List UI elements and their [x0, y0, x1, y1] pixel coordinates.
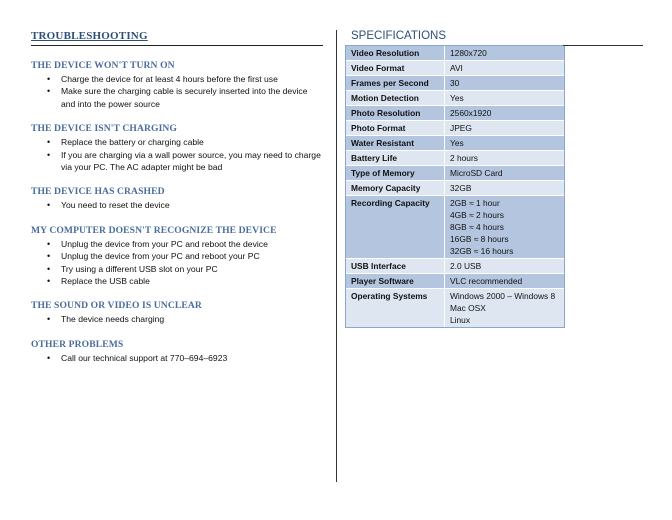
- section-title: THE DEVICE HAS CRASHED: [31, 186, 165, 198]
- spec-value: 2.0 USB: [444, 259, 564, 273]
- troubleshooting-section: [31, 225, 323, 288]
- troubleshooting-section: [31, 123, 323, 173]
- table-row: [346, 136, 564, 151]
- table-row: [346, 166, 564, 181]
- troubleshooting-section: [31, 186, 323, 211]
- list-item: • The device needs charging: [61, 313, 323, 325]
- spec-value: JPEG: [444, 121, 564, 135]
- list-item: • Replace the battery or charging cable: [61, 136, 323, 148]
- spec-label: USB Interface: [351, 261, 406, 271]
- spec-label: Type of Memory: [351, 168, 415, 178]
- spec-value: 2560x1920: [444, 106, 564, 120]
- list-item: • You need to reset the device: [61, 199, 323, 211]
- bullet-list: [31, 73, 323, 110]
- list-item: • Replace the USB cable: [61, 275, 323, 287]
- section-title: OTHER PROBLEMS: [31, 338, 124, 350]
- list-item: • If you are charging via a wall power source, you may need to charge via your PC. The AC adapter might be bad: [61, 149, 323, 174]
- list-item: • Call our technical support at 770–694–6923: [61, 352, 323, 364]
- bullet-list: [31, 352, 323, 364]
- table-row: [346, 196, 564, 259]
- spec-label: Motion Detection: [351, 93, 419, 103]
- section-title: MY COMPUTER DOESN'T RECOGNIZE THE DEVICE: [31, 224, 277, 236]
- spec-value: 1280x720: [444, 46, 564, 60]
- spec-label: Player Software: [351, 276, 414, 286]
- table-row: [346, 121, 564, 136]
- troubleshooting-heading: TROUBLESHOOTING: [31, 30, 323, 46]
- bullet-list: [31, 199, 323, 211]
- spec-label: Frames per Second: [351, 78, 429, 88]
- list-item: • Try using a different USB slot on your PC: [61, 263, 323, 275]
- spec-value: 30: [444, 76, 564, 90]
- spec-value: Yes: [444, 136, 564, 150]
- section-title: THE DEVICE ISN'T CHARGING: [31, 123, 177, 135]
- spec-label: Recording Capacity: [351, 198, 430, 208]
- table-row: [346, 181, 564, 196]
- section-title: THE DEVICE WON'T TURN ON: [31, 60, 175, 71]
- spec-value: 32GB: [444, 181, 564, 195]
- spec-label: Memory Capacity: [351, 183, 421, 193]
- spec-value: Windows 2000 – Windows 8 Mac OSX Linux: [444, 289, 564, 327]
- spec-label: Battery Life: [351, 153, 398, 163]
- spec-value: VLC recommended: [444, 274, 564, 288]
- table-row: [346, 76, 564, 91]
- list-item: • Unplug the device from your PC and reboot your PC: [61, 250, 323, 262]
- list-item: • Unplug the device from your PC and reboot the device: [61, 238, 323, 250]
- spec-label: Photo Resolution: [351, 108, 421, 118]
- spec-label: Operating Systems: [351, 291, 428, 301]
- spec-label: Photo Format: [351, 123, 406, 133]
- table-row: [346, 91, 564, 106]
- specifications-column: [351, 30, 556, 325]
- table-row: [346, 106, 564, 121]
- table-row: [346, 61, 564, 76]
- bullet-list: [31, 238, 323, 288]
- spec-label: Video Format: [351, 63, 405, 73]
- spec-value: AVI: [444, 61, 564, 75]
- specifications-table: [345, 45, 565, 328]
- table-row: [346, 259, 564, 274]
- spec-label: Video Resolution: [351, 48, 420, 58]
- bullet-list: [31, 313, 323, 325]
- specifications-heading: SPECIFICATIONS: [351, 30, 446, 42]
- list-item: • Charge the device for at least 4 hours before the first use: [61, 73, 323, 85]
- troubleshooting-section: [31, 339, 323, 364]
- column-divider: [336, 30, 337, 482]
- section-title: THE SOUND OR VIDEO IS UNCLEAR: [31, 300, 202, 312]
- list-item: • Make sure the charging cable is securely inserted into the device and into the power source: [61, 85, 323, 110]
- spec-value: MicroSD Card: [444, 166, 564, 180]
- bullet-list: [31, 136, 323, 173]
- spec-value: 2GB ≈ 1 hour 4GB ≈ 2 hours 8GB ≈ 4 hours 16GB ≈ 8 hours 32GB ≈ 16 hours: [444, 196, 564, 258]
- spec-label: Water Resistant: [351, 138, 414, 148]
- troubleshooting-section: [31, 60, 323, 110]
- spec-value: 2 hours: [444, 151, 564, 165]
- table-row: [346, 46, 564, 61]
- heading-rule: [563, 45, 643, 46]
- table-row: [346, 274, 564, 289]
- table-row: [346, 289, 564, 327]
- spec-value: Yes: [444, 91, 564, 105]
- troubleshooting-column: [31, 30, 323, 364]
- table-row: [346, 151, 564, 166]
- troubleshooting-section: [31, 300, 323, 325]
